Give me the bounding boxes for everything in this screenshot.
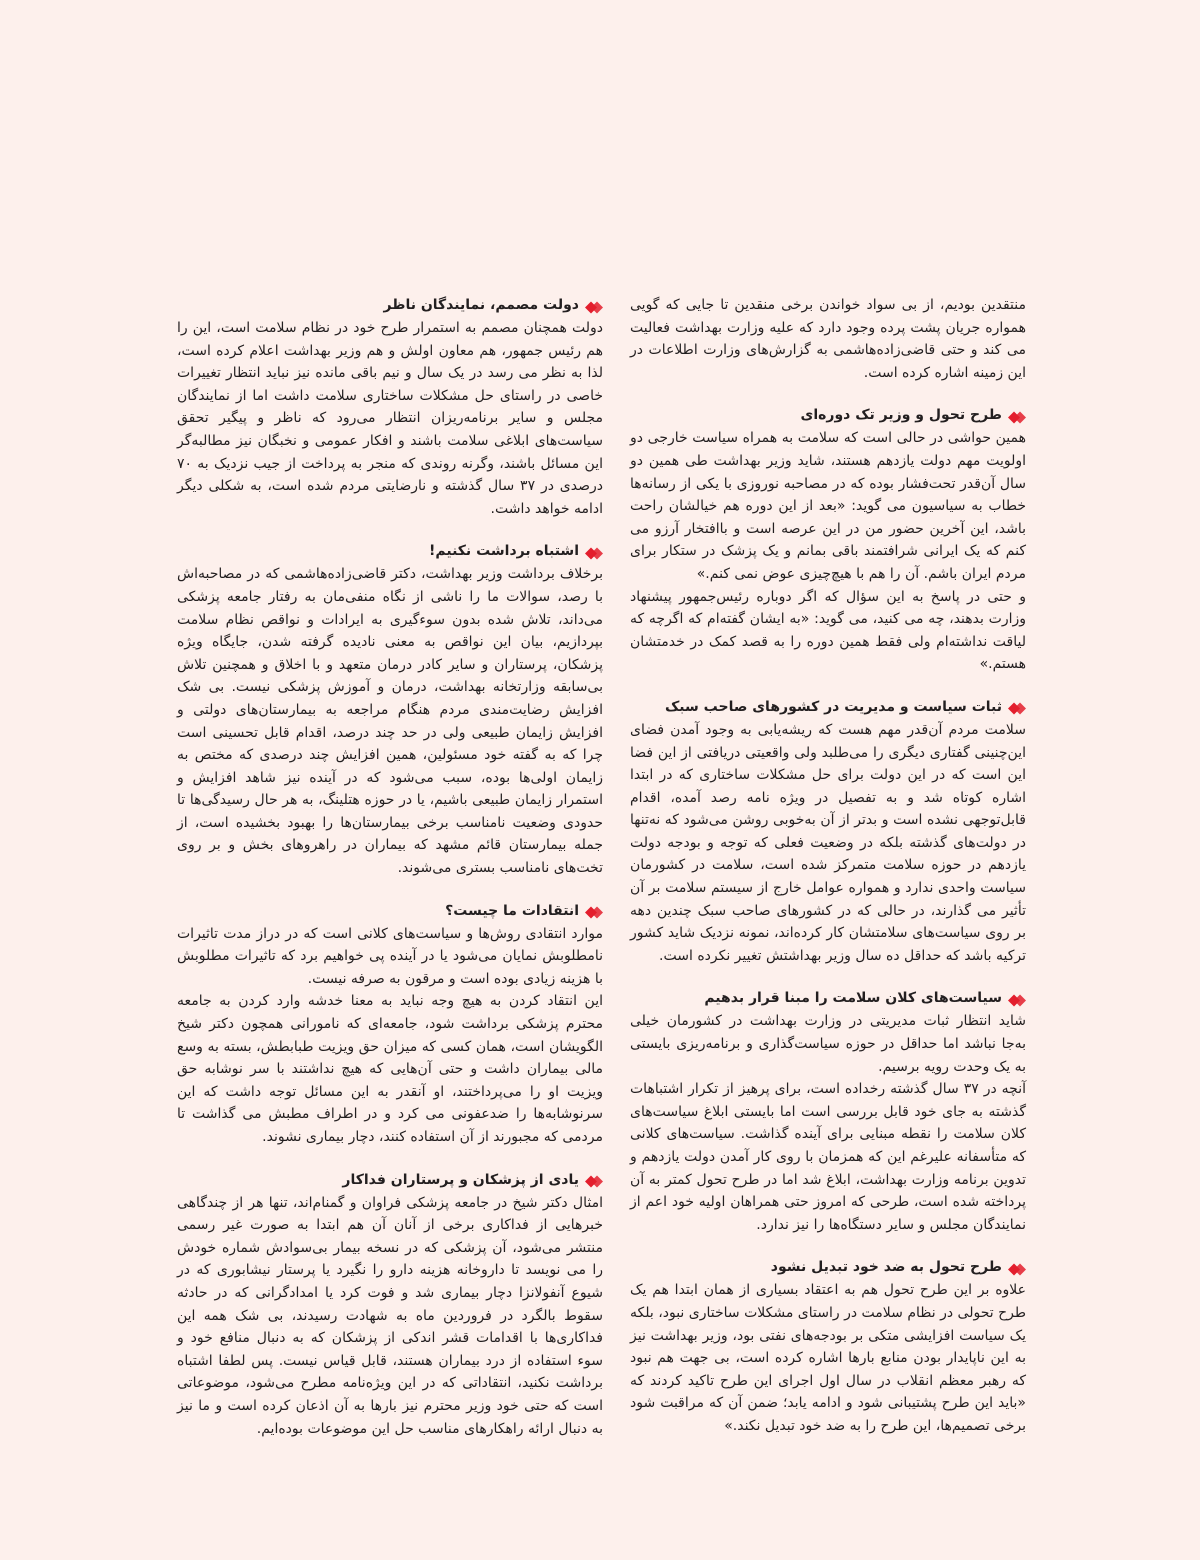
article-section [630, 1256, 1026, 1437]
article-section [177, 540, 603, 879]
body-paragraph: موارد انتقادی روش‌ها و سیاست‌های کلانی است که در دراز مدت تاثیرات نامطلوبش نمایان می‌شود یا در آینده پی خواهیم برد که تاثیرات مطلوبش با هزینه زیادی بوده است و مرقون به صرفه نیست. [177, 925, 603, 987]
section-heading [177, 540, 603, 562]
section-heading [177, 900, 603, 922]
red-diamond-arrow-icon [585, 299, 603, 312]
body-paragraph: و حتی در پاسخ به این سؤال که اگر دوباره رئیس‌جمهور پیشنهاد وزارت بدهند، چه می کنید، می گوید: «به ایشان گفته‌ام که اگرچه که لیاقت نداشته‌ام ولی فقط همین دوره را به قصد کمک در خدمتشان هستم.» [630, 588, 1026, 673]
article-section [630, 294, 1026, 384]
body-paragraph: شاید انتظار ثبات مدیریتی در وزارت بهداشت در کشورمان خیلی به‌جا نباشد اما حداقل در حوزه سیاست‌گذاری و برنامه‌ریزی بایستی به یک وحدت رویه برسیم. [630, 1013, 1026, 1075]
body-paragraph: آنچه در ۳۷ سال گذشته رخداده است، برای پرهیز از تکرار اشتباهات گذشته به جای خود قابل بررسی است اما بایستی ابلاغ سیاست‌های کلان سلامت را نقطه مبنایی برای آینده گذاشت. سیاست‌های کلانی که متأسفانه علیرغم این که همزمان با روی کار آمدن دولت یازدهم و تدوین برنامه وزارت بهداشت، ابلاغ شد اما در طرح تحول کمتر به آن پرداخته شده است، طرحی که امروز حتی همراهان اولیه خود اعم از نمایندگان مجلس و سایر دستگاه‌ها را نیز ندارد. [630, 1081, 1026, 1233]
red-diamond-arrow-icon [1008, 409, 1026, 422]
body-paragraph: برخلاف برداشت وزیر بهداشت، دکتر قاضی‌زاده‌هاشمی که در مصاحبه‌اش با رصد، سوالات ما را ناشی از نگاه منفی‌مان به رفتار جامعه پزشکی می‌داند، تلاش شده بدون سوء‌گیری به ایرادات و نواقص نظام سلامت بپردازیم، بیان این نواقص به معنی نادیده گرفته شدن، جایگاه ویژه پزشکان، پرستاران و سایر کادر درمان متعهد و با اخلاق و همچنین تلاش بی‌سابقه وزارتخانه بهداشت، درمان و آموزش پزشکی نیست. بی شک افزایش رضایت‌مندی مردم هنگام مراجعه به بیمارستان‌های دولتی و افزایش زایمان طبیعی ولی در حد چند درصد، اقدام قابل تحسینی است چرا که به گفته خود مسئولین، همین افزایش چند درصدی که مختص به زایمان اولی‌ها بوده، سبب می‌شود که در آینده نیز شاهد افزایش و استمرار زایمان طبیعی باشیم، یا در حوزه هتلینگ، به هر حال رسیدگی‌ها تا حدودی وضعیت نامناسب برخی بیمارستان‌ها را بهبود بخشیده است، از جمله بیمارستان قائم مشهد که بیماران در راهروهای بخش و بر روی تخت‌های نامناسب بستری می‌شوند. [177, 566, 603, 877]
article-section [630, 987, 1026, 1236]
section-heading-text: سیاست‌های کلان سلامت را مبنا قرار بدهیم [704, 990, 1002, 1007]
section-heading-text: انتقادات ما چیست؟ [445, 902, 579, 919]
body-paragraph: علاوه بر این طرح تحول هم به اعتقاد بسیاری از همان ابتدا هم یک طرح تحولی در نظام سلامت در راستای مشکلات ساختاری نبود، بلکه یک سیاست افزایشی متکی بر بودجه‌های نفتی بود، وزیر بهداشت نیز به این ناپایدار بودن منابع بارها اشاره کرده است، بی جهت هم نبود که رهبر معظم انقلاب در سال اول اجرای این طرح تاکید کردند که «باید این طرح پشتیبانی شود و ادامه یابد؛ ضمن آن که مراقبت شود برخی تصمیم‌ها، این طرح را به ضد خود تبدیل نکند.» [630, 1282, 1026, 1434]
body-paragraph: امثال دکتر شیخ در جامعه پزشکی فراوان و گمنام‌اند، تنها هر از چندگاهی خبرهایی از فداکاری برخی از آنان آن هم ابتدا به صورت غیر رسمی منتشر می‌شود، آن پزشکی که در نسخه بیمار بی‌سوادش شماره خودش را می نویسد تا داروخانه هزینه دارو را نگیرد یا پرستار نیشابوری که در شیوع آنفولانزا دچار بیماری شد و فوت کرد یا امدادگرانی که در حادثه سقوط بالگرد در فروردین ماه به شهادت رسیدند، بی شک همه این فداکاری‌ها با اقدامات قشر اندکی از پزشکان که به دنبال منافع خود و سوء استفاده از درد بیماران هستند، قابل قیاس نیست. پس لطفا اشتباه برداشت نکنید، انتقاداتی که در این ویژه‌نامه مطرح می‌شود، موضوعاتی است که حتی خود وزیر محترم نیز بارها به آن اذعان کرده است و ما نیز به دنبال ارائه راهکارهای مناسب حل این موضوعات بوده‌ایم. [177, 1194, 603, 1437]
red-diamond-arrow-icon [585, 1173, 603, 1186]
right-column [630, 294, 1026, 1458]
section-heading-text: اشتباه برداشت نکنیم! [429, 543, 579, 560]
body-paragraph: همین حواشی در حالی است که سلامت به همراه سیاست خارجی دو اولویت مهم دولت یازدهم هستند، شاید وزیر بهداشت طی همین دو سال آن‌قدر تحت‌فشار بوده که در مصاحبه نوروزی با یکی از رسانه‌ها خطاب به سیاسیون می گوید: «بعد از این دوره هم خیالشان راحت باشد، این آخرین حضور من در این عرصه است و باافتخار آرزو می کنم که یک ایرانی شرافتمند باقی بمانم و یک پزشک در ستکار برای مردم ایران باشم. آن را هم با هیچ‌چیزی عوض نمی کنم.» [630, 430, 1026, 582]
section-heading [630, 404, 1026, 426]
left-column [177, 294, 603, 1460]
section-heading-text: دولت مصمم، نمایندگان ناظر [383, 297, 579, 313]
article-section [177, 294, 603, 520]
section-heading-text: یادی از پزشکان و پرستاران فداکار [342, 1171, 579, 1188]
section-heading [177, 1169, 603, 1191]
body-paragraph: دولت همچنان مصمم به استمرار طرح خود در نظام سلامت است، این را هم رئیس جمهور، هم معاون اولش و هم وزیر بهداشت اعلام کرده است، لذا به نظر می رسد در یک سال و نیم باقی مانده نیز نباید انتظار تغییرات خاصی در راستای حل مشکلات ساختاری سلامت داشت اما از نمایندگان مجلس و سایر برنامه‌ریزان انتظار می‌رود که ناظر و پیگیر تحقق سیاست‌های ابلاغی سلامت باشند و افکار عمومی و نخبگان نیز مطالبه‌گر این مسائل باشند، وگرنه روندی که منجر به پرداخت از جیب نزدیک به ۷۰ درصدی در ۳۷ سال گذشته و نارضایتی مردم شده است، به شکلی دیگر ادامه خواهد داشت. [177, 320, 603, 517]
red-diamond-arrow-icon [1008, 992, 1026, 1005]
section-heading [630, 1256, 1026, 1278]
section-heading-text: طرح تحول به ضد خود تبدیل نشود [770, 1259, 1002, 1276]
red-diamond-arrow-icon [585, 904, 603, 917]
section-heading-text: طرح تحول و وزیر تک دوره‌ای [800, 407, 1002, 424]
red-diamond-arrow-icon [1008, 1261, 1026, 1274]
body-paragraph: سلامت مردم آن‌قدر مهم هست که ریشه‌یابی به وجود آمدن فضای این‌چنینی گفتاری دیگری را می‌طلبد ولی واقعیتی دریافتی از این فضا این است که در این دولت برای حل مشکلات ساختاری که در ابتدا اشاره کوتاه شد و به تفصیل در ویژه نامه رصد آمده، اقدام قابل‌توجهی نشده است و بدتر از آن به‌خوبی روشن می‌شود که نه‌تنها در دولت‌های گذشته بلکه در وضعیت فعلی که توجه و بودجه دولت یازدهم در حوزه سلامت متمرکز شده است، سلامت در کشورمان سیاست واحدی ندارد و همواره عوامل خارج از سیستم سلامت بر آن تأثیر می گذارند، در حالی که در کشورهای صاحب سبک چندین دهه بر روی سیاست‌های سلامتشان کار کرده‌اند، نمونه نزدیک شاید کشور ترکیه باشد که حداقل ده سال وزیر بهداشتش تغییر نکرده است. [630, 721, 1026, 964]
body-paragraph: منتقدین بودیم، از بی سواد خواندن برخی منقدین تا جایی که گویی همواره جریان پشت پرده وجود دارد که علیه وزارت بهداشت فعالیت می کند و حتی قاضی‌زاده‌هاشمی به گزارش‌های وزارت اطلاعات در این زمینه اشاره کرده است. [630, 297, 1026, 381]
section-heading-text: ثبات سیاست و مدیریت در کشورهای صاحب سبک [664, 698, 1002, 715]
section-heading [630, 987, 1026, 1009]
article-section [177, 900, 603, 1149]
body-paragraph: این انتقاد کردن به هیچ وجه نباید به معنا خدشه وارد کردن به جامعه محترم پزشکی برداشت شود، جامعه‌ای که نامورانی همچون دکتر شیخ الگویشان است، همان کسی که میزان حق ویزیت طبابطش، بسته به وسع مالی بیماران داشت و حتی آن‌هایی که هیچ نداشتند با سر نوشابه حق ویزیت او را می‌پرداختند، او آنقدر به این مسائل توجه داشت که این سرنوشابه‌ها را ضدعفونی می کرد و در اطراف مطبش می گذاشت تا مردمی که مجبورند از آن استفاده کنند، دچار بیماری نشوند. [177, 993, 603, 1145]
section-heading [177, 294, 603, 316]
red-diamond-arrow-icon [585, 545, 603, 558]
article-section [630, 696, 1026, 968]
section-heading [630, 696, 1026, 718]
article-section [630, 404, 1026, 676]
article-section [177, 1169, 603, 1441]
red-diamond-arrow-icon [1008, 700, 1026, 713]
